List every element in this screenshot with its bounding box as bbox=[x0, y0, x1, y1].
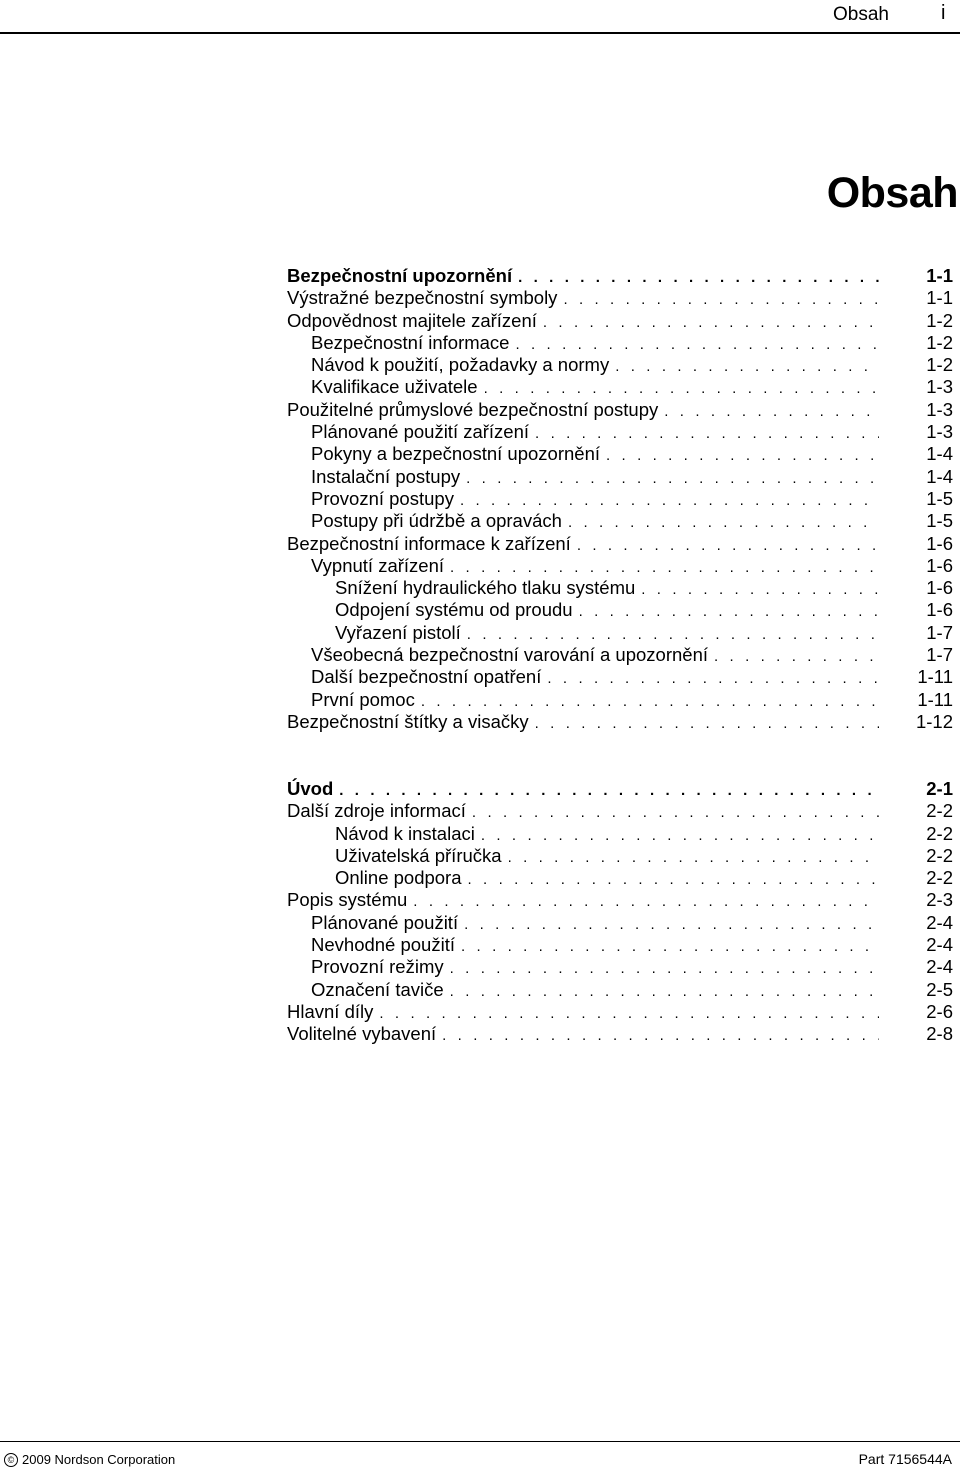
toc-entry-title: Návod k instalaci bbox=[335, 822, 475, 844]
toc-entry-title: Vypnutí zařízení bbox=[311, 554, 444, 576]
toc-entry-page: 1-6 bbox=[926, 554, 953, 576]
toc-entry[interactable] bbox=[287, 577, 953, 599]
toc-dot-leader bbox=[568, 512, 879, 534]
toc-entry[interactable] bbox=[287, 1023, 953, 1045]
toc-section-introduction bbox=[287, 778, 953, 1046]
toc-dot-leader bbox=[339, 780, 879, 802]
toc-entry-page: 1-1 bbox=[926, 287, 953, 309]
toc-entry-title: Úvod bbox=[287, 778, 334, 799]
toc-entry[interactable] bbox=[287, 443, 953, 465]
toc-entry-title: Použitelné průmyslové bezpečnostní postupy bbox=[287, 398, 659, 420]
toc-entry[interactable] bbox=[287, 555, 953, 577]
toc-dot-leader bbox=[468, 869, 879, 891]
toc-entry-title: Plánované použití bbox=[311, 911, 459, 933]
toc-dot-leader bbox=[484, 378, 879, 400]
toc-entry-page: 2-6 bbox=[926, 1000, 953, 1022]
toc-entry[interactable] bbox=[287, 666, 953, 688]
toc-entry-title: Pokyny a bezpečnostní upozornění bbox=[311, 443, 600, 465]
toc-entry-page: 2-4 bbox=[926, 956, 953, 978]
toc-entry-page: 1-11 bbox=[917, 688, 953, 710]
toc-entry-title: Odpovědnost majitele zařízení bbox=[287, 309, 537, 331]
toc-entry-page: 1-3 bbox=[926, 398, 953, 420]
toc-entry[interactable] bbox=[287, 956, 953, 978]
toc-entry-page: 2-2 bbox=[926, 800, 953, 822]
toc-entry[interactable] bbox=[287, 466, 953, 488]
toc-entry[interactable] bbox=[287, 867, 953, 889]
toc-entry-title: Kvalifikace uživatele bbox=[311, 376, 478, 398]
toc-entry[interactable] bbox=[287, 533, 953, 555]
header-rule bbox=[0, 32, 960, 34]
toc-dot-leader bbox=[641, 579, 879, 601]
toc-entry[interactable] bbox=[287, 711, 953, 733]
toc-dot-leader bbox=[515, 334, 879, 356]
toc-entry-title: Snížení hydraulického tlaku systému bbox=[335, 577, 636, 599]
toc-entry-title: Hlavní díly bbox=[287, 1000, 374, 1022]
toc-entry[interactable] bbox=[287, 265, 953, 287]
toc-entry-page: 2-1 bbox=[926, 778, 953, 799]
toc-section-safety bbox=[287, 265, 953, 733]
toc-entry-page: 1-4 bbox=[926, 465, 953, 487]
toc-entry[interactable] bbox=[287, 644, 953, 666]
toc-entry-page: 2-5 bbox=[926, 978, 953, 1000]
toc-entry-title: Postupy při údržbě a opravách bbox=[311, 510, 562, 532]
page-title: Obsah bbox=[826, 169, 958, 217]
toc-entry-title: Bezpečnostní informace k zařízení bbox=[287, 532, 571, 554]
toc-entry-title: Další zdroje informací bbox=[287, 800, 466, 822]
toc-dot-leader bbox=[547, 668, 879, 690]
toc-dot-leader bbox=[535, 713, 879, 735]
toc-entry-page: 1-3 bbox=[926, 376, 953, 398]
toc-entry-title: Online podpora bbox=[335, 867, 462, 889]
toc-entry-page: 2-2 bbox=[926, 867, 953, 889]
toc-entry-title: Provozní postupy bbox=[311, 487, 454, 509]
toc-entry[interactable] bbox=[287, 689, 953, 711]
header-section-label: Obsah bbox=[833, 4, 889, 25]
toc-entry[interactable] bbox=[287, 354, 953, 376]
toc-entry-title: Označení taviče bbox=[311, 978, 444, 1000]
toc-dot-leader bbox=[450, 557, 879, 579]
toc-entry-title: Nevhodné použití bbox=[311, 934, 455, 956]
toc-dot-leader bbox=[413, 891, 879, 913]
toc-dot-leader bbox=[461, 936, 879, 958]
toc-dot-leader bbox=[464, 914, 879, 936]
toc-entry[interactable] bbox=[287, 399, 953, 421]
toc-dot-leader bbox=[714, 646, 879, 668]
toc-entry-page: 1-5 bbox=[926, 487, 953, 509]
toc-entry-page: 1-4 bbox=[926, 443, 953, 465]
toc-dot-leader bbox=[379, 1003, 879, 1025]
toc-entry-title: Výstražné bezpečnostní symboly bbox=[287, 287, 558, 309]
toc-entry-page: 1-2 bbox=[926, 354, 953, 376]
toc-entry-title: Popis systému bbox=[287, 889, 408, 911]
toc-dot-leader bbox=[543, 312, 879, 334]
toc-entry-page: 1-12 bbox=[915, 710, 953, 732]
toc-entry-page: 2-2 bbox=[926, 822, 953, 844]
toc-entry[interactable] bbox=[287, 823, 953, 845]
toc-entry-page: 1-7 bbox=[926, 621, 953, 643]
toc-entry-title: Bezpečnostní štítky a visačky bbox=[287, 710, 529, 732]
toc-entry-title: Vyřazení pistolí bbox=[335, 621, 461, 643]
toc-entry[interactable] bbox=[287, 934, 953, 956]
toc-entry-page: 1-11 bbox=[917, 666, 953, 688]
toc-entry-page: 1-3 bbox=[926, 421, 953, 443]
footer-rule bbox=[0, 1441, 960, 1442]
toc-dot-leader bbox=[460, 490, 879, 512]
toc-entry-title: Uživatelská příručka bbox=[335, 844, 502, 866]
toc-entry[interactable] bbox=[287, 912, 953, 934]
toc-entry[interactable] bbox=[287, 800, 953, 822]
toc-dot-leader bbox=[535, 423, 879, 445]
footer-part-number: Part 7156544A bbox=[858, 1451, 952, 1467]
toc-entry[interactable] bbox=[287, 979, 953, 1001]
toc-entry-page: 1-2 bbox=[926, 331, 953, 353]
toc-entry[interactable] bbox=[287, 599, 953, 621]
toc-dot-leader bbox=[481, 825, 879, 847]
toc-entry-page: 2-4 bbox=[926, 934, 953, 956]
toc-dot-leader bbox=[563, 289, 879, 311]
toc-entry-page: 1-6 bbox=[926, 599, 953, 621]
toc-entry-title: Další bezpečnostní opatření bbox=[311, 666, 542, 688]
toc-entry-page: 1-5 bbox=[926, 510, 953, 532]
toc-entry-title: Plánované použití zařízení bbox=[311, 421, 530, 443]
toc-dot-leader bbox=[577, 535, 879, 557]
toc-entry-title: Bezpečnostní informace bbox=[311, 331, 510, 353]
toc-entry[interactable] bbox=[287, 421, 953, 443]
toc-entry-page: 2-2 bbox=[926, 844, 953, 866]
toc-dot-leader bbox=[467, 624, 879, 646]
toc-entry[interactable] bbox=[287, 889, 953, 911]
toc-entry[interactable] bbox=[287, 1001, 953, 1023]
toc-dot-leader bbox=[518, 267, 879, 289]
toc-entry-title: Bezpečnostní upozornění bbox=[287, 265, 513, 286]
toc-entry-title: Instalační postupy bbox=[311, 465, 461, 487]
toc-entry[interactable] bbox=[287, 622, 953, 644]
toc-entry-page: 2-3 bbox=[926, 889, 953, 911]
toc-entry[interactable] bbox=[287, 845, 953, 867]
toc-entry-page: 1-2 bbox=[926, 309, 953, 331]
toc-entry[interactable] bbox=[287, 778, 953, 800]
page-header bbox=[0, 0, 960, 32]
toc-dot-leader bbox=[664, 401, 879, 423]
footer-copyright bbox=[4, 1452, 175, 1467]
toc-dot-leader bbox=[421, 691, 879, 713]
copyright-text: 2009 Nordson Corporation bbox=[22, 1452, 176, 1467]
toc-dot-leader bbox=[606, 445, 879, 467]
toc-entry-title: Všeobecná bezpečnostní varování a upozornění bbox=[311, 644, 709, 666]
toc-dot-leader bbox=[450, 958, 879, 980]
toc-entry-title: Provozní režimy bbox=[311, 956, 444, 978]
toc-entry-title: Volitelné vybavení bbox=[287, 1023, 437, 1045]
toc-entry-title: Návod k použití, požadavky a normy bbox=[311, 354, 610, 376]
toc-dot-leader bbox=[472, 802, 879, 824]
toc-entry-page: 1-1 bbox=[926, 265, 953, 286]
toc-entry-page: 1-6 bbox=[926, 532, 953, 554]
copyright-icon: © bbox=[4, 1453, 18, 1467]
toc-entry-page: 1-6 bbox=[926, 577, 953, 599]
toc-entry[interactable] bbox=[287, 510, 953, 532]
toc-entry-title: První pomoc bbox=[311, 688, 415, 710]
toc-entry[interactable] bbox=[287, 332, 953, 354]
toc-entry[interactable] bbox=[287, 488, 953, 510]
toc-entry[interactable] bbox=[287, 287, 953, 309]
toc-entry-page: 2-8 bbox=[926, 1023, 953, 1045]
toc-dot-leader bbox=[615, 356, 879, 378]
toc-entry-page: 1-7 bbox=[926, 644, 953, 666]
toc-dot-leader bbox=[579, 601, 879, 623]
toc-dot-leader bbox=[442, 1025, 879, 1047]
toc-dot-leader bbox=[466, 468, 879, 490]
toc-dot-leader bbox=[450, 981, 879, 1003]
header-page-number: i bbox=[941, 2, 946, 24]
toc-entry-page: 2-4 bbox=[926, 911, 953, 933]
toc-entry[interactable] bbox=[287, 310, 953, 332]
toc-dot-leader bbox=[508, 847, 879, 869]
toc-entry[interactable] bbox=[287, 376, 953, 398]
toc-entry-title: Odpojení systému od proudu bbox=[335, 599, 573, 621]
